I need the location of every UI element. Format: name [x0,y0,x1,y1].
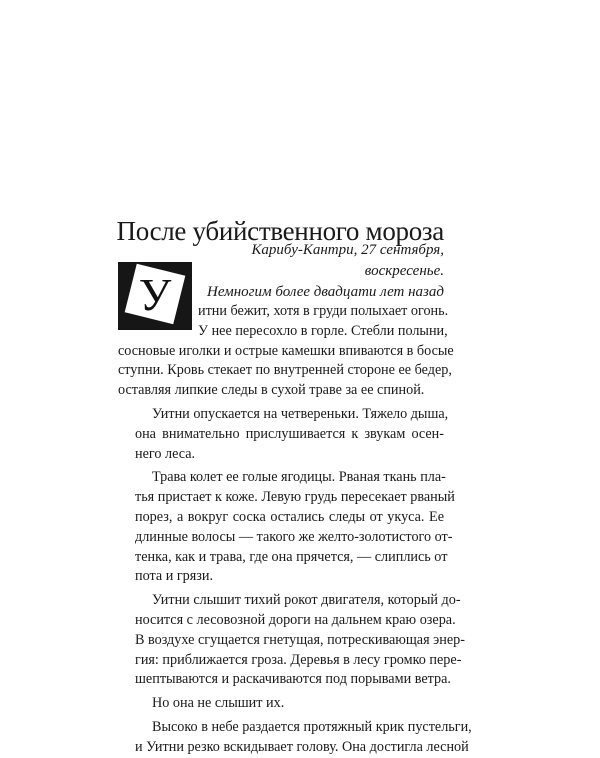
text-line: тенка, как и трава, где она прячется, — слиплись от [135,548,448,565]
text-line: сосновые иголки и острые камешки впиваются в босые [118,342,454,359]
epigraph-line: Немногим более двадцати лет назад [207,284,444,300]
text-line: длинные волосы — такого же желто-золотистого от- [135,528,453,545]
text-line: гия: приближается гроза. Деревья в лесу громко пере- [135,651,462,668]
text-line: Высоко в небе раздается протяжный крик пустельги, [152,718,472,735]
text-line: шептываются и раскачиваются под порывами ветра. [135,671,451,688]
body-text [118,302,472,758]
text-line: Уитни опускается на четвереньки. Тяжело дыша, [152,405,449,422]
text-line: тья пристает к коже. Левую грудь пересекает рваный [135,489,455,506]
epigraph [207,240,444,303]
text-line: итни бежит, хотя в груди полыхает огонь. [198,303,449,319]
text-line: У нее пересохло в горле. Стебли полыни, [198,322,448,339]
text-line: Трава колет ее голые ягодицы. Рваная ткань пла- [152,469,446,486]
paragraph [118,405,449,464]
drop-cap-letter: У [138,269,172,320]
text-line: ступни. Кровь стекает по внутренней стороне ее бедер, [118,362,452,379]
paragraph [118,468,455,587]
epigraph-line: Карибу-Кантри, 27 сентября, [251,242,444,258]
text-line: Но она не слышит их. [152,695,285,712]
paragraph [118,694,444,714]
text-line: порез, а вокруг соска остались следы от укуса. Ее [135,508,444,525]
epigraph-line: воскресенье. [364,263,444,279]
text-line: и Уитни резко вскидывает голову. Она достигла лесной [135,738,469,755]
text-line: Уитни слышит тихий рокот двигателя, который до- [152,592,461,609]
chapter-title: После убийственного мороза [116,216,444,247]
text-line: В воздухе сгущается гнетущая, потрескивающая энер- [135,631,465,648]
text-line: носится с лесовозной дороги на дальнем краю озера. [135,611,456,628]
paragraph [118,302,454,401]
text-line: него леса. [135,445,196,462]
paragraph [118,591,465,690]
paragraph [118,718,472,758]
text-line: пота и грязи. [135,568,214,585]
text-line: оставляя липкие следы в сухой траве за ее спиной. [118,382,425,399]
text-line: она внимательно прислушивается к звукам осен- [135,425,444,442]
